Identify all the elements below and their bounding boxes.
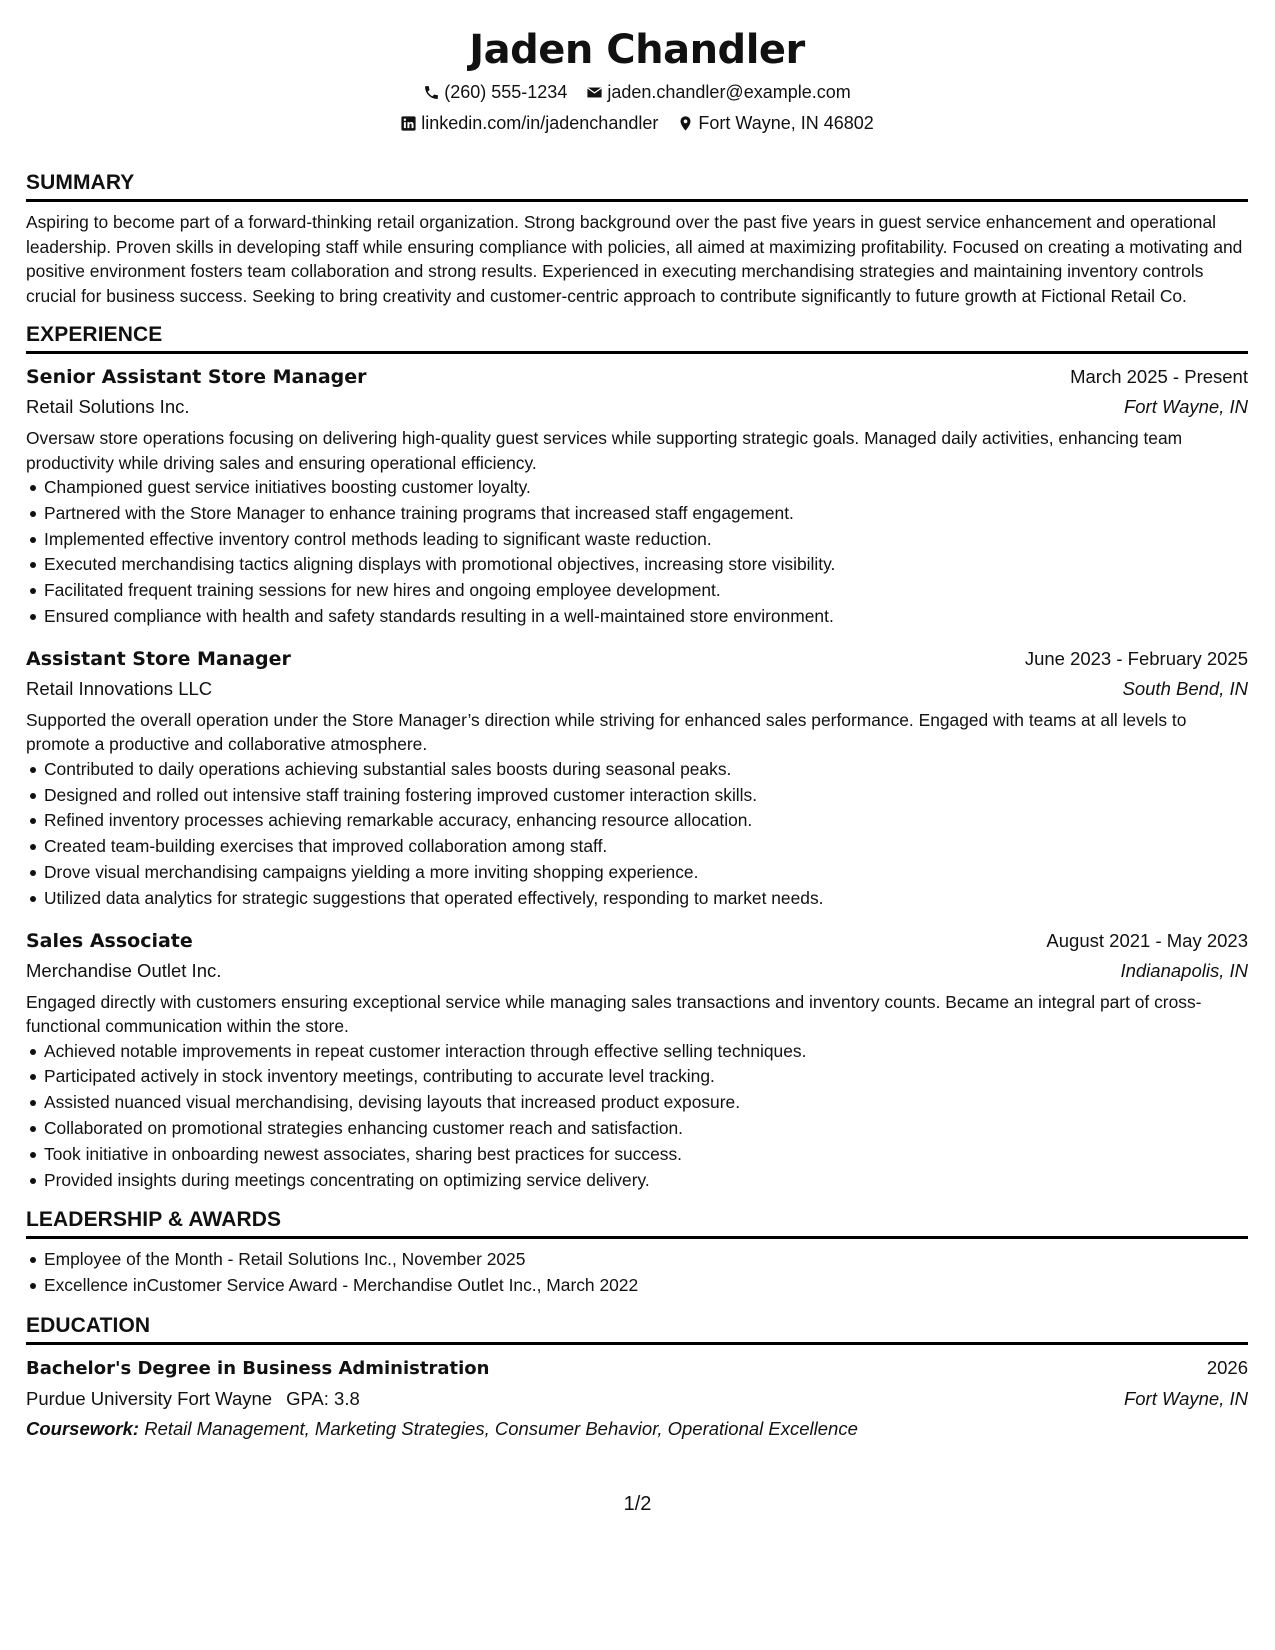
- list-item: Created team-building exercises that improved collaboration among staff.: [44, 834, 1248, 860]
- job-dates: June 2023 - February 2025: [1024, 647, 1248, 669]
- envelope-icon: [586, 84, 603, 101]
- resume-page: [26, 0, 1248, 1443]
- email-text: jaden.chandler@example.com: [607, 82, 851, 102]
- list-item: Collaborated on promotional strategies enhancing customer reach and satisfaction.: [44, 1116, 1248, 1142]
- job-subheader: [26, 956, 1248, 986]
- list-item: Implemented effective inventory control methods leading to significant waste reduction.: [44, 527, 1248, 553]
- job-subheader: [26, 392, 1248, 422]
- phone-text: (260) 555-1234: [444, 82, 568, 102]
- list-item: Ensured compliance with health and safety standards resulting in a well-maintained store environment.: [44, 604, 1248, 630]
- list-item: Achieved notable improvements in repeat customer interaction through effective selling techniques.: [44, 1039, 1248, 1065]
- job-subheader: [26, 674, 1248, 704]
- contact-email[interactable]: [586, 78, 850, 106]
- list-item: Executed merchandising tactics aligning displays with promotional objectives, increasing store visibility.: [44, 552, 1248, 578]
- job-entry: [26, 362, 1248, 630]
- education-section: [26, 1313, 1248, 1443]
- job-header: [26, 926, 1248, 956]
- contact-row-secondary: [26, 109, 1248, 140]
- job-title: Sales Associate: [26, 929, 193, 952]
- job-description: Engaged directly with customers ensuring exceptional service while managing sales transactions and inventory counts. Became an integral part of cross-functional communication within the store.: [26, 991, 1202, 1037]
- list-item: Championed guest service initiatives boosting customer loyalty.: [44, 475, 1248, 501]
- page-number: 1/2: [623, 1493, 652, 1515]
- job-title: Assistant Store Manager: [26, 647, 291, 670]
- location-text: Fort Wayne, IN 46802: [698, 113, 874, 133]
- job-bullets: [26, 475, 1248, 630]
- section-title-awards: LEADERSHIP & AWARDS: [26, 1207, 1248, 1239]
- job-company: Merchandise Outlet Inc.: [26, 959, 222, 981]
- gpa: GPA: 3.8: [286, 1387, 360, 1409]
- list-item: Utilized data analytics for strategic suggestions that operated effectively, responding to market needs.: [44, 886, 1248, 912]
- summary-text: Aspiring to become part of a forward-thinking retail organization. Strong background over the past five years in guest service enhancement and operational leadership. Proven skills in developing staff while ensuring compliance with policies, all aimed at maximizing profitability. Focused on creating a motivating and positive environment fosters team collaboration and strong results. Experienced in executing merchandising strategies and maintaining inventory controls crucial for business success. Seeking to bring creativity and customer-centric approach to contribute significantly to future growth at Fictional Retail Co.: [26, 212, 1243, 306]
- coursework-list: Retail Management, Marketing Strategies, Consumer Behavior, Operational Excellence: [144, 1417, 858, 1439]
- school-name: Purdue University Fort Wayne: [26, 1387, 273, 1409]
- job-header: [26, 644, 1248, 674]
- summary-section: [26, 170, 1248, 308]
- list-item: Took initiative in onboarding newest associates, sharing best practices for success.: [44, 1142, 1248, 1168]
- job-location: South Bend, IN: [1122, 677, 1248, 699]
- section-title-experience: EXPERIENCE: [26, 322, 1248, 354]
- contact-location: [677, 109, 873, 137]
- map-pin-icon: [677, 115, 694, 132]
- job-location: Indianapolis, IN: [1120, 959, 1248, 981]
- section-title-summary: SUMMARY: [26, 170, 1248, 202]
- job-entry: [26, 644, 1248, 912]
- list-item: Partnered with the Store Manager to enhance training programs that increased staff engagement.: [44, 501, 1248, 527]
- job-title: Senior Assistant Store Manager: [26, 366, 367, 388]
- awards-list: [26, 1247, 1248, 1299]
- experience-section: [26, 322, 1248, 1193]
- awards-section: [26, 1207, 1248, 1299]
- list-item: Provided insights during meetings concentrating on optimizing service delivery.: [44, 1168, 1248, 1194]
- contact-row-primary: [26, 78, 1248, 109]
- list-item: Assisted nuanced visual merchandising, devising layouts that increased product exposure.: [44, 1090, 1248, 1116]
- education-subheader: [26, 1384, 1248, 1414]
- job-dates: March 2025 - Present: [1070, 366, 1248, 387]
- list-item: Drove visual merchandising campaigns yielding a more inviting shopping experience.: [44, 860, 1248, 886]
- list-item: Excellence inCustomer Service Award - Merchandise Outlet Inc., March 2022: [44, 1273, 1248, 1299]
- linkedin-icon: [400, 115, 417, 132]
- school-location: Fort Wayne, IN: [1123, 1387, 1248, 1409]
- job-bullets: [26, 1039, 1248, 1194]
- job-description: Oversaw store operations focusing on delivering high-quality guest services while supporting strategic goals. Managed daily activities, enhancing team productivity while driving sales and ensuring operational efficiency.: [26, 428, 1183, 473]
- list-item: Participated actively in stock inventory meetings, contributing to accurate level tracking.: [44, 1064, 1248, 1090]
- list-item: Contributed to daily operations achieving substantial sales boosts during seasonal peaks.: [44, 757, 1248, 783]
- list-item: Facilitated frequent training sessions for new hires and ongoing employee development.: [44, 578, 1248, 604]
- list-item: Employee of the Month - Retail Solutions Inc., November 2025: [44, 1247, 1248, 1273]
- job-location: Fort Wayne, IN: [1123, 396, 1248, 417]
- coursework-label: Coursework:: [26, 1417, 140, 1439]
- job-entry: [26, 926, 1248, 1194]
- contact-linkedin[interactable]: [400, 109, 658, 137]
- degree-title: Bachelor's Degree in Business Administration: [26, 1357, 490, 1379]
- list-item: Designed and rolled out intensive staff training fostering improved customer interaction skills.: [44, 783, 1248, 809]
- candidate-name: Jaden Chandler: [469, 27, 805, 73]
- coursework: [26, 1414, 1248, 1443]
- education-header: [26, 1353, 1248, 1384]
- job-dates: August 2021 - May 2023: [1046, 929, 1248, 951]
- list-item: Refined inventory processes achieving remarkable accuracy, enhancing resource allocation.: [44, 808, 1248, 834]
- school-line: [26, 1384, 360, 1414]
- graduation-year: 2026: [1206, 1356, 1248, 1378]
- job-header: [26, 362, 1248, 392]
- linkedin-text: linkedin.com/in/jadenchandler: [421, 113, 659, 133]
- job-company: Retail Innovations LLC: [26, 677, 213, 699]
- section-title-education: EDUCATION: [26, 1313, 1248, 1345]
- contact-phone: [423, 78, 567, 106]
- job-description: Supported the overall operation under the Store Manager’s direction while striving for enhanced sales performance. Engaged with teams at all levels to promote a productive and collaborative atmosphere.: [26, 709, 1187, 755]
- job-bullets: [26, 757, 1248, 912]
- job-company: Retail Solutions Inc.: [26, 396, 190, 417]
- phone-icon: [423, 84, 440, 101]
